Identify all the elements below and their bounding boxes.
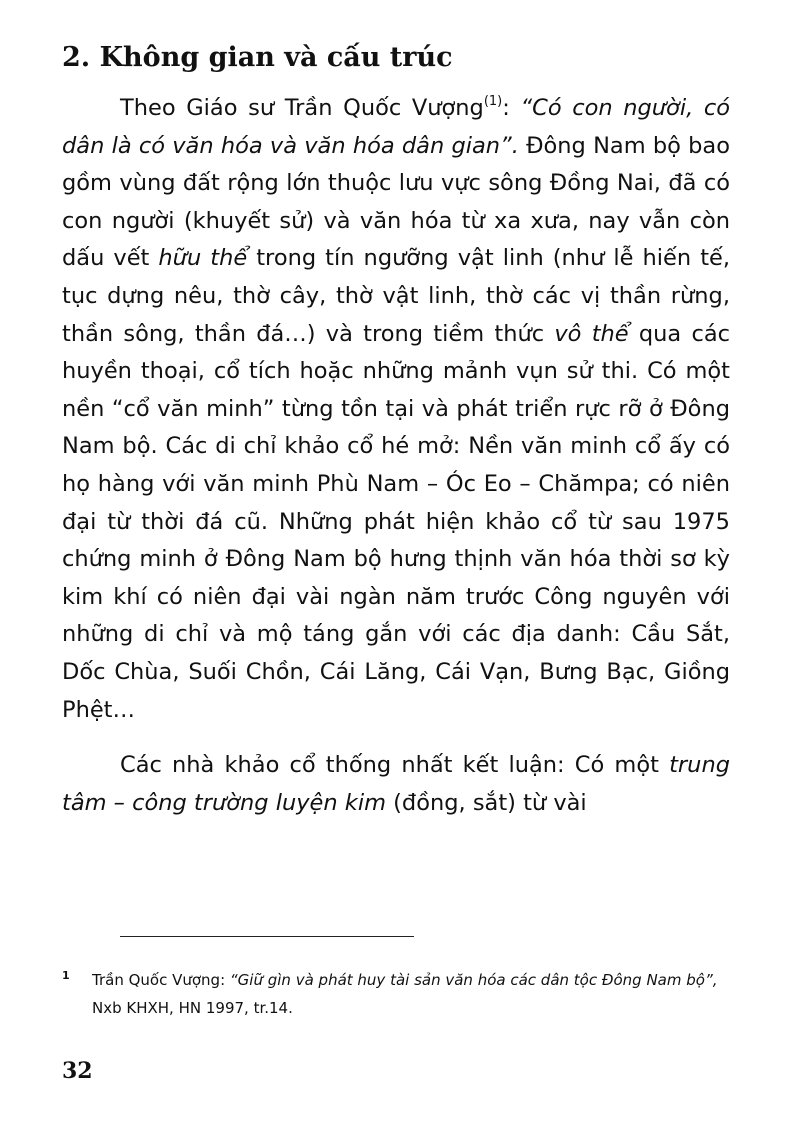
text-run: Đông Nam bộ bao gồm vùng đất rộng lớn thuộc lưu vực sông Đồng Nai, đã có con người (khuyết sử) và văn hóa từ xa xưa, nay vẫn còn dấu vết [62,132,730,272]
text-run: (đồng, sắt) từ vài [386,789,587,816]
text-run: Các nhà khảo cổ thống nhất kết luận: Có một [120,752,670,779]
paragraph-1 [62,90,730,729]
text-run: Theo Giáo sư Trần Quốc Vượng [120,95,484,121]
text-run: Nxb KHXH, HN 1997, tr.14. [92,999,293,1017]
page-number: 32 [62,1058,93,1084]
emphasis-term: trung tâm – công trường luyện kim [62,752,730,816]
emphasis-term: hữu thể [158,245,248,272]
footnote [62,966,730,1022]
text-run: Trần Quốc Vượng: [92,971,230,989]
paragraph-2 [62,747,730,822]
footnote-text [92,966,730,1022]
text-run: trong tín ngưỡng vật linh (như lễ hiến tế, tục dựng nêu, thờ cây, thờ vật linh, thờ các vị thần rừng, thần sông, thần đá…) và trong tiềm thức [62,245,731,347]
footnote-reference[interactable]: (1) [483,94,503,109]
text-run: : [502,95,521,121]
body-text [62,90,730,822]
text-run: qua các huyền thoại, cổ tích hoặc những mảnh vụn sử thi. Có một nền “cổ văn minh” từng tồn tại và phát triển rực rỡ ở Đông Nam bộ. Các di chỉ khảo cổ hé mở: Nền văn minh cổ ấy có họ hàng với văn minh Phù Nam – Óc Eo – Chămpa; có niên đại từ thời đá cũ. Những phát hiện khảo cổ từ sau 1975 chứng minh ở Đông Nam bộ hưng thịnh văn hóa thời sơ kỳ kim khí có niên đại vài ngàn năm trước Công nguyên với những di chỉ và mộ táng gắn với các địa danh: Cầu Sắt, Dốc Chùa, Suối Chồn, Cái Lăng, Cái Vạn, Bưng Bạc, Giồng Phệt… [62,320,730,723]
quotation: “Có con người, có dân là có văn hóa và văn hóa dân gian”. [62,95,730,159]
footnote-separator [120,936,414,937]
emphasis-term: vô thể [554,320,629,347]
cited-title: “Giữ gìn và phát huy tài sản văn hóa các dân tộc Đông Nam bộ”, [229,971,718,989]
footnote-marker: 1 [62,969,70,982]
section-heading: 2. Không gian và cấu trúc [62,42,453,73]
